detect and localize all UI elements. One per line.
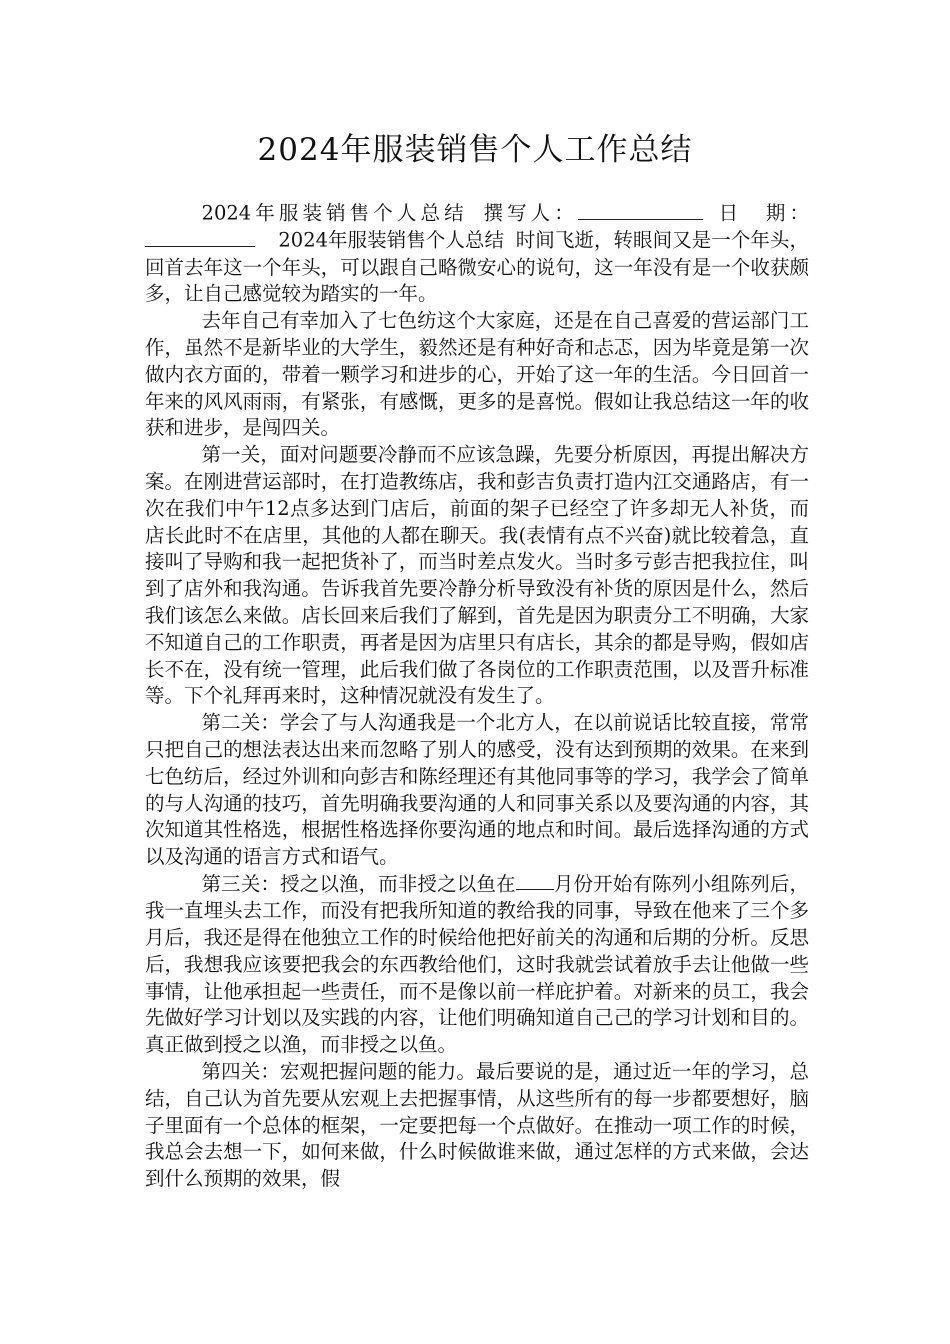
date-blank [145, 227, 255, 247]
paragraph-1: 去年自己有幸加入了七色纺这个大家庭，还是在自己喜爱的营运部门工作，虽然不是新毕业的大学生，毅然还是有种好奇和忐忑，因为毕竟是第一次做内衣方面的，带着一颗学习和进步的心，开始了这一年的生活。今日回首一年来的风风雨雨，有紧张，有感慨，更多的是喜悦。假如让我总结这一年的收获和进步，是闯四关。 [145, 309, 809, 440]
paragraph-4-rest: 月份开始有陈列小组陈列后，我一直埋头去工作，而没有把我所知道的教给我的同事，导致在他来了三个多月后，我还是得在他独立工作的时候给他把好前关的沟通和后期的分析。反思后，我想我应该要把我会的东西教给他们，这时我就尝试着放手去让他做一些事情，让他承担起一些责任，而不是像以前一样庇护着。对新来的员工，我会先做好学习计划以及实践的内容，让他们明确知道自己己的学习计划和目的。真正做到授之以渔，而非授之以鱼。 [145, 872, 809, 1057]
month-blank [516, 871, 554, 891]
document-title: 2024年服装销售个人工作总结 [257, 132, 693, 168]
writer-blank [578, 200, 703, 220]
intro-text: 时间飞逝，转眼间又是一个年头，回首去年这一个年头，可以跟自己略微安心的说句，这一年没有是一个收获颇多，让自己感觉较为踏实的一年。 [145, 228, 809, 306]
date-label: 日 期： [714, 201, 809, 225]
paragraph-5: 第四关：宏观把握问题的能力。最后要说的是，通过近一年的学习，总结，自己认为首先要从宏观上去把握事情，从这些所有的每一步都要想好，脑子里面有一个总体的框架，一定要把每一个点做好。在推动一项工作的时候，我总会去想一下，如何来做，什么时候做谁来做，通过怎样的方式来做，会达到什么预期的效果，假 [145, 1060, 809, 1191]
subtitle-repeat: 2024年服装销售个人总结 [278, 228, 505, 252]
paragraph-4 [145, 871, 809, 1059]
paragraph-2: 第一关，面对问题要冷静而不应该急躁，先要分析原因，再提出解决方案。在刚进营运部时，在打造教练店，我和彭吉负责打造内江交通路店，有一次在我们中午12点多达到门店后，前面的架子已经空了许多却无人补货，而店长此时不在店里，其他的人都在聊天。我(表情有点不兴奋)就比较着急，直接叫了导购和我一起把货补了，而当时差点发火。当时多亏彭吉把我拉住，叫到了店外和我沟通。告诉我首先要冷静分析导致没有补货的原因是什么，然后我们该怎么来做。店长回来后我们了解到，首先是因为职责分工不明确，大家不知道自己的工作职责，再者是因为店里只有店长，其余的都是导购，假如店长不在，没有统一管理，此后我们做了各岗位的工作职责范围，以及晋升标准等。下个礼拜再来时，这种情况就没有发生了。 [145, 443, 809, 708]
document-body [145, 200, 809, 1193]
writer-label: 撰写人： [479, 201, 578, 225]
doc-name: 2024年服装销售个人总结 [201, 201, 468, 225]
paragraph-3: 第二关：学会了与人沟通我是一个北方人，在以前说话比较直接，常常只把自己的想法表达出来而忽略了别人的感受，没有达到预期的效果。在来到七色纺后，经过外训和向彭吉和陈经理还有其他同事等的学习，我学会了简单的与人沟通的技巧，首先明确我要沟通的人和同事关系以及要沟通的内容，其次知道其性格选，根据性格选择你要沟通的地点和时间。最后选择沟通的方式以及沟通的语言方式和语气。 [145, 711, 809, 869]
paragraph-4-start: 第三关：授之以渔，而非授之以鱼在 [201, 872, 516, 896]
header-paragraph [145, 200, 809, 308]
